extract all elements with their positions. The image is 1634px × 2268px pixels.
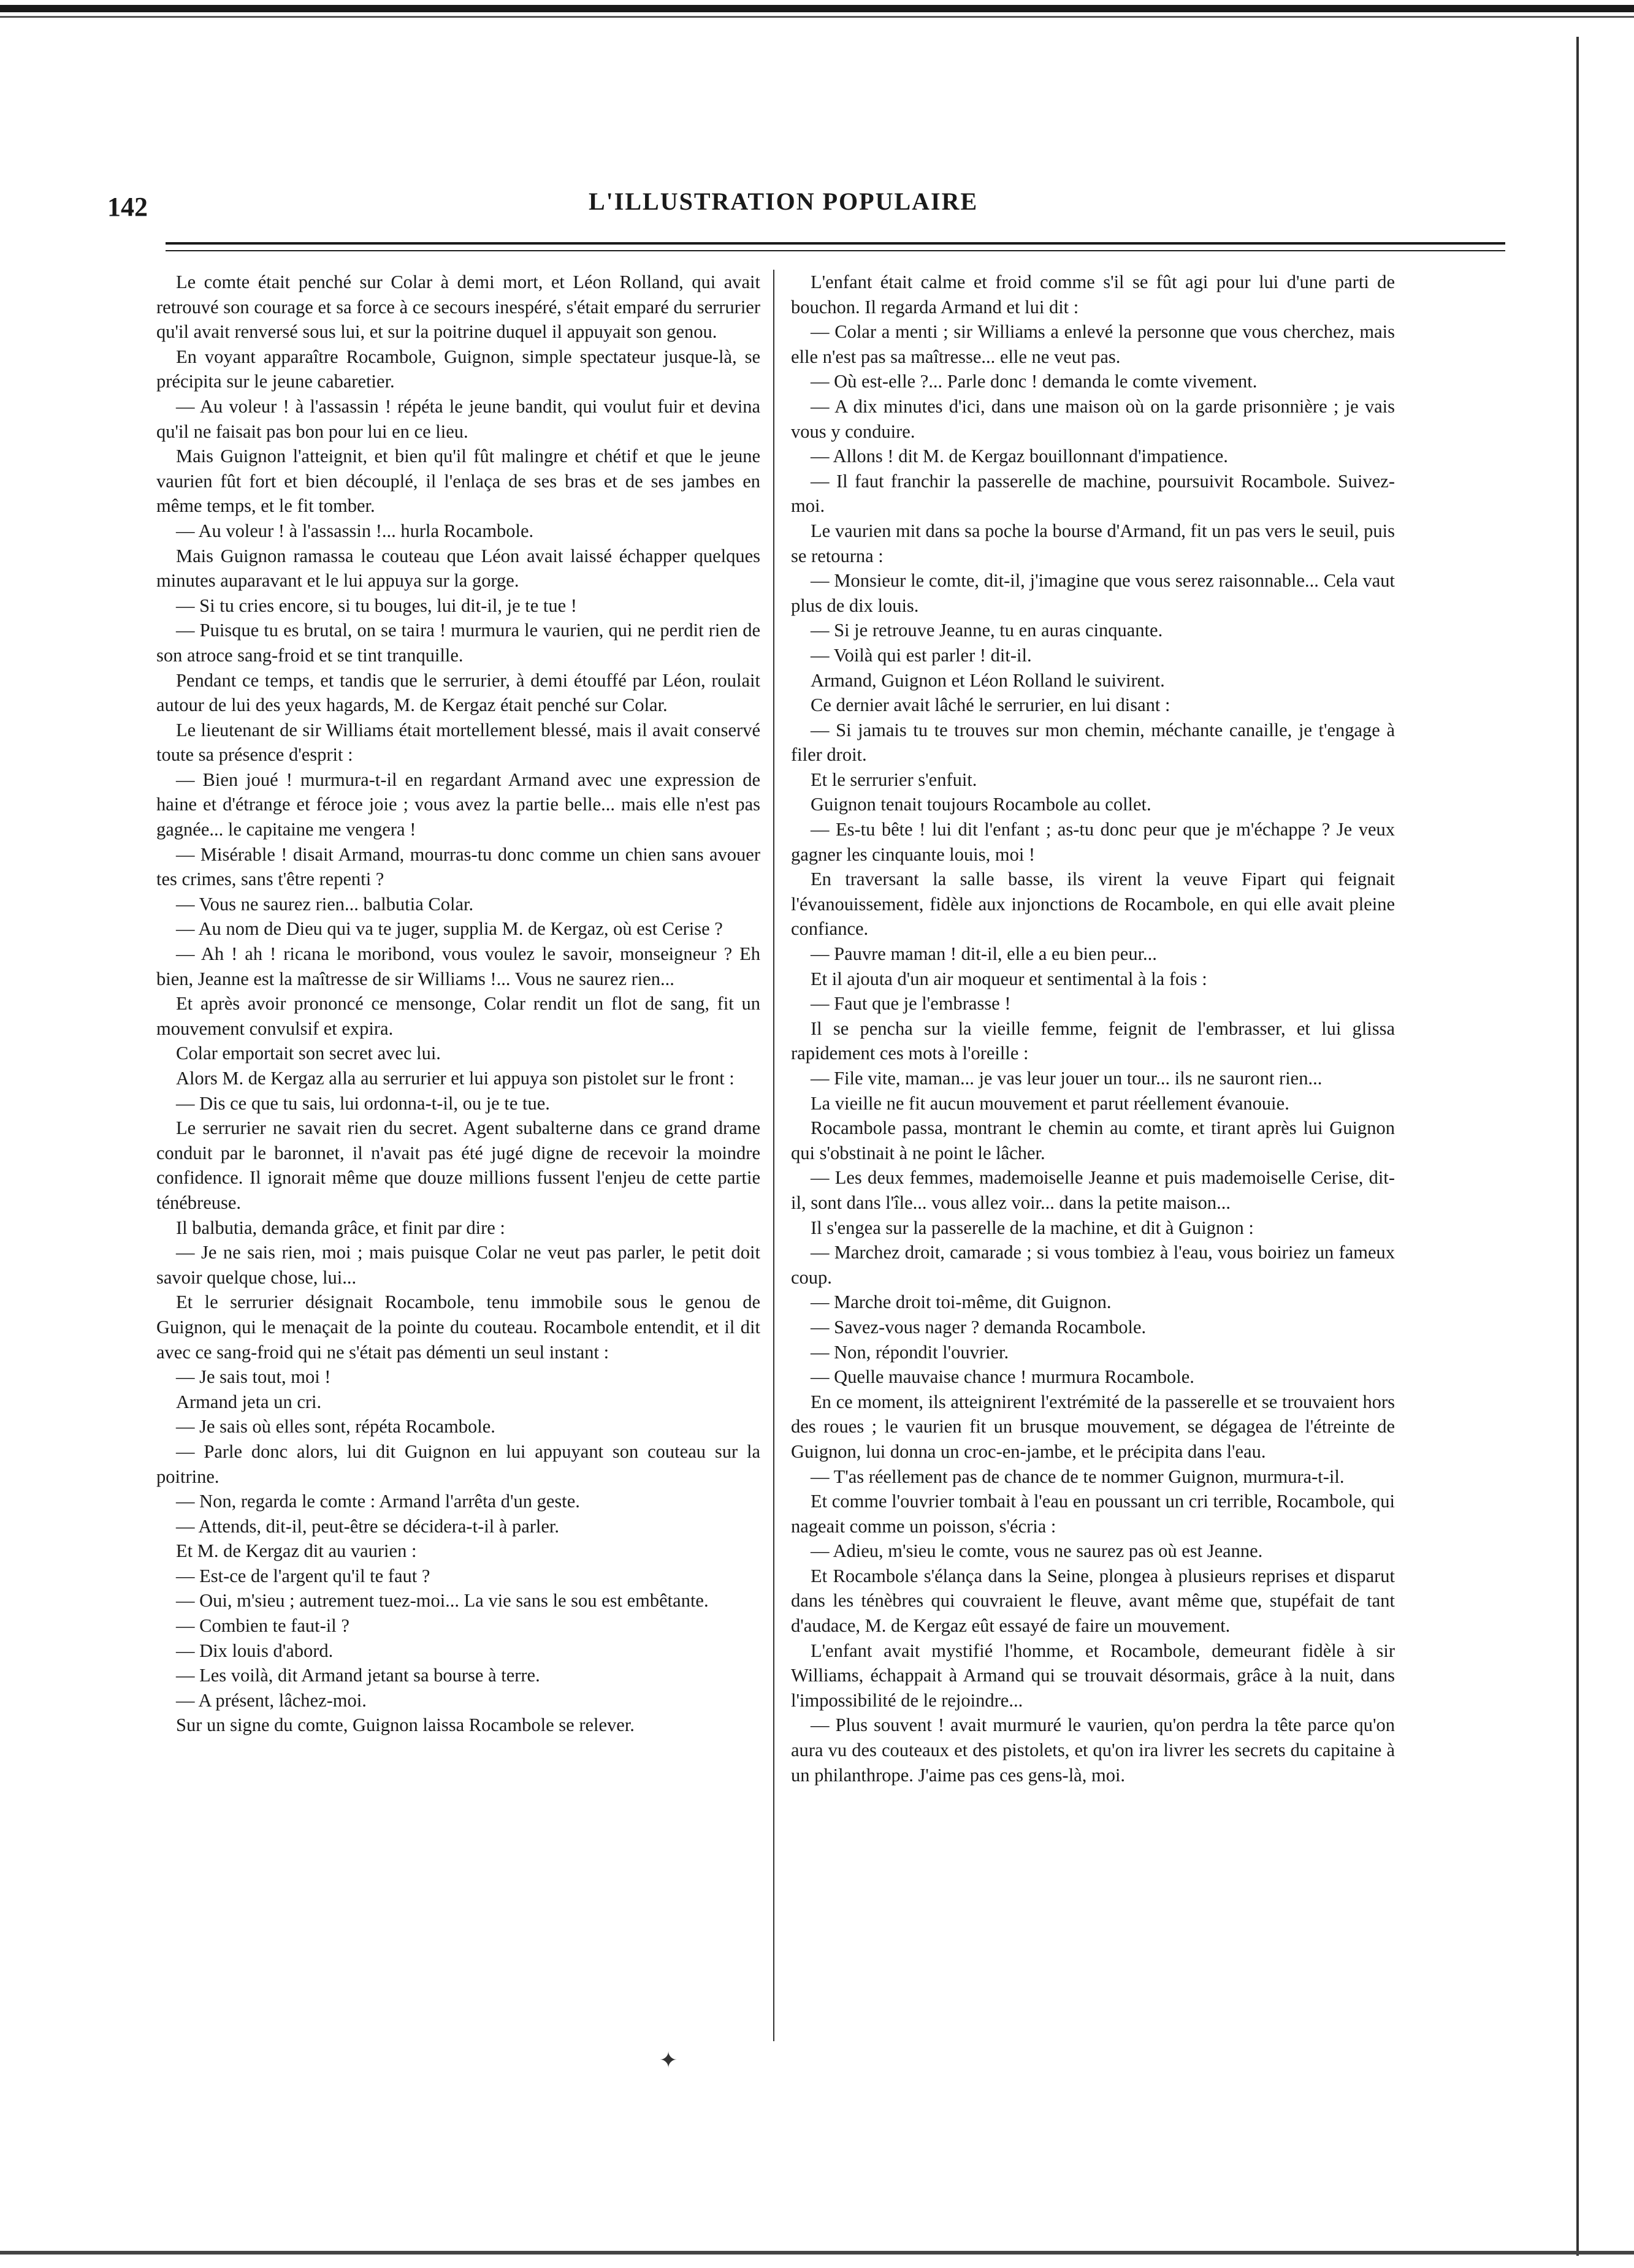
paragraph: Il balbutia, demanda grâce, et finit par dire : xyxy=(176,1217,505,1238)
paragraph: Et après avoir prononcé ce mensonge, Colar rendit un flot de sang, fit un mouvement convulsif et expira. xyxy=(156,993,760,1039)
paragraph: La vieille ne fit aucun mouvement et parut réellement évanouie. xyxy=(811,1092,1289,1114)
paragraph: Le lieutenant de sir Williams était mortellement blessé, mais il avait conservé toute sa présence d'esprit : xyxy=(156,719,760,766)
right-column xyxy=(791,270,1395,1787)
paragraph: — Je sais tout, moi ! xyxy=(176,1366,331,1388)
paragraph: Alors M. de Kergaz alla au serrurier et lui appuya son pistolet sur le front : xyxy=(176,1068,735,1089)
paragraph: — A dix minutes d'ici, dans une maison où on la garde prisonnière ; je vais vous y conduire. xyxy=(791,395,1395,442)
paragraph: Guignon tenait toujours Rocambole au collet. xyxy=(811,794,1151,815)
paragraph: — Je ne sais rien, moi ; mais puisque Colar ne veut pas parler, le petit doit savoir quelque chose, lui... xyxy=(156,1242,760,1288)
paragraph: — Si tu cries encore, si tu bouges, lui dit-il, je te tue ! xyxy=(176,595,577,616)
paragraph: Rocambole passa, montrant le chemin au comte, et tirant après lui Guignon qui s'obstinait à ne point le lâcher. xyxy=(791,1117,1395,1163)
paragraph: — Marchez droit, camarade ; si vous tombiez à l'eau, vous boiriez un fameux coup. xyxy=(791,1242,1395,1288)
paragraph: Il se pencha sur la vieille femme, feignit de l'embrasser, et lui glissa rapidement ces mots à l'oreille : xyxy=(791,1018,1395,1064)
top-border-rule xyxy=(0,5,1634,12)
paragraph: — Est-ce de l'argent qu'il te faut ? xyxy=(176,1565,430,1586)
paragraph: — Puisque tu es brutal, on se taira ! murmura le vaurien, qui ne perdit rien de son atroce sang-froid et se tint tranquille. xyxy=(156,620,760,666)
paragraph: Sur un signe du comte, Guignon laissa Rocambole se relever. xyxy=(176,1714,635,1736)
paragraph: — Oui, m'sieu ; autrement tuez-moi... La vie sans le sou est embêtante. xyxy=(176,1590,709,1612)
paragraph: Il s'engea sur la passerelle de la machine, et dit à Guignon : xyxy=(811,1217,1254,1238)
paragraph: En voyant apparaître Rocambole, Guignon, simple spectateur jusque-là, se précipita sur le jeune cabaretier. xyxy=(156,346,760,392)
paragraph: — Monsieur le comte, dit-il, j'imagine que vous serez raisonnable... Cela vaut plus de dix louis. xyxy=(791,570,1395,616)
paragraph: — Attends, dit-il, peut-être se décidera-t-il à parler. xyxy=(176,1515,560,1537)
paragraph: — Il faut franchir la passerelle de machine, poursuivit Rocambole. Suivez-moi. xyxy=(791,470,1395,517)
paragraph: Le vaurien mit dans sa poche la bourse d'Armand, fit un pas vers le seuil, puis se retourna : xyxy=(791,520,1395,566)
paragraph: — Marche droit toi-même, dit Guignon. xyxy=(811,1292,1112,1313)
paragraph: Armand, Guignon et Léon Rolland le suivirent. xyxy=(811,669,1165,691)
paragraph: — Vous ne saurez rien... balbutia Colar. xyxy=(176,893,474,915)
paragraph: Le serrurier ne savait rien du secret. Agent subalterne dans ce grand drame conduit par le baronnet, il n'avait pas été jugé digne de recevoir la moindre confidence. Il ignorait même que douze millions fussent l'enjeu de cette partie ténébreuse. xyxy=(156,1117,760,1213)
paragraph: — Au nom de Dieu qui va te juger, supplia M. de Kergaz, où est Cerise ? xyxy=(176,918,723,940)
paragraph: — Si jamais tu te trouves sur mon chemin, méchante canaille, je t'engage à filer droit. xyxy=(791,719,1395,766)
right-border-rule xyxy=(1576,37,1579,2256)
paragraph: — Les voilà, dit Armand jetant sa bourse à terre. xyxy=(176,1665,540,1686)
paragraph: Ce dernier avait lâché le serrurier, en lui disant : xyxy=(811,694,1170,716)
bottom-border-rule xyxy=(0,2251,1634,2255)
paragraph: — Plus souvent ! avait murmuré le vaurien, qu'on perdra la tête parce qu'on aura vu des couteaux et des pistolets, et qu'on ira livrer les secrets du capitaine à un philanthrope. J'aime pas ces gens-là, moi. xyxy=(791,1714,1395,1786)
paragraph: Mais Guignon ramassa le couteau que Léon avait laissé échapper quelques minutes auparavant et le lui appuya sur la gorge. xyxy=(156,545,760,592)
paragraph: En traversant la salle basse, ils virent la veuve Fipart qui feignait l'évanouissement, fidèle aux injonctions de Rocambole, en qui elle avait pleine confiance. xyxy=(791,869,1395,940)
paragraph: — Pauvre maman ! dit-il, elle a eu bien peur... xyxy=(811,943,1157,965)
left-column xyxy=(156,270,760,1738)
paragraph: Armand jeta un cri. xyxy=(176,1391,322,1412)
paragraph: — Je sais où elles sont, répéta Rocambole. xyxy=(176,1416,495,1437)
paragraph: — Combien te faut-il ? xyxy=(176,1615,349,1637)
paragraph: — Bien joué ! murmura-t-il en regardant Armand avec une expression de haine et d'étrange et féroce joie ; vous avez la partie belle... mais elle n'est pas gagnée... le capitaine me vengera ! xyxy=(156,769,760,840)
paragraph: Et le serrurier désignait Rocambole, tenu immobile sous le genou de Guignon, qui le menaçait de la pointe du couteau. Rocambole entendit, et il dit avec ce sang-froid qui ne s'était pas démenti un seul instant : xyxy=(156,1292,760,1363)
paragraph: — Faut que je l'embrasse ! xyxy=(811,993,1011,1014)
paragraph: L'enfant était calme et froid comme s'il se fût agi pour lui d'une parti de bouchon. Il regarda Armand et lui dit : xyxy=(791,272,1395,318)
paragraph: — T'as réellement pas de chance de te nommer Guignon, murmura-t-il. xyxy=(811,1466,1345,1487)
paragraph: Colar emportait son secret avec lui. xyxy=(176,1043,441,1064)
page-number: 142 xyxy=(107,192,148,222)
paragraph: Pendant ce temps, et tandis que le serrurier, à demi étouffé par Léon, roulait autour de lui des yeux hagards, M. de Kergaz était penché sur Colar. xyxy=(156,669,760,716)
paragraph: — Au voleur ! à l'assassin !... hurla Rocambole. xyxy=(176,520,534,541)
paragraph: — Allons ! dit M. de Kergaz bouillonnant d'impatience. xyxy=(811,446,1228,467)
paragraph: — Non, répondit l'ouvrier. xyxy=(811,1341,1009,1363)
ornament-star-icon: ✦ xyxy=(659,2048,678,2072)
paragraph: — Parle donc alors, lui dit Guignon en lui appuyant son couteau sur la poitrine. xyxy=(156,1440,760,1487)
paragraph: — Es-tu bête ! lui dit l'enfant ; as-tu donc peur que je m'échappe ? Je veux gagner les cinquante louis, moi ! xyxy=(791,819,1395,865)
paragraph: — Si je retrouve Jeanne, tu en auras cinquante. xyxy=(811,620,1163,641)
top-border-thin-rule xyxy=(0,16,1634,18)
header-rule xyxy=(166,242,1505,245)
paragraph: — Colar a menti ; sir Williams a enlevé la personne que vous cherchez, mais elle n'est pas sa maîtresse... elle ne veut pas. xyxy=(791,321,1395,367)
paragraph: Et Rocambole s'élança dans la Seine, plongea à plusieurs reprises et disparut dans les ténèbres qui couvraient le fleuve, avant même que, stupéfait de tant d'audace, M. de Kergaz eût essayé de faire un mouvement. xyxy=(791,1565,1395,1637)
header-rule-thin xyxy=(166,250,1505,251)
paragraph: — Voilà qui est parler ! dit-il. xyxy=(811,644,1032,666)
paragraph: — Les deux femmes, mademoiselle Jeanne et puis mademoiselle Cerise, dit-il, sont dans l'île... vous allez voir... dans la petite maison... xyxy=(791,1167,1395,1213)
running-title: L'ILLUSTRATION POPULAIRE xyxy=(589,188,979,215)
paragraph: L'enfant avait mystifié l'homme, et Rocambole, demeurant fidèle à sir Williams, échappait à Armand qui se trouvait désormais, grâce à la nuit, dans l'impossibilité de le rejoindre... xyxy=(791,1640,1395,1711)
paragraph: Le comte était penché sur Colar à demi mort, et Léon Rolland, qui avait retrouvé son courage et sa force à ce secours inespéré, s'était emparé du serrurier qu'il avait renversé sous lui, et sur la poitrine duquel il appuyait son genou. xyxy=(156,272,760,343)
column-divider xyxy=(773,270,774,2041)
paragraph: Mais Guignon l'atteignit, et bien qu'il fût malingre et chétif et que le jeune vaurien fût fort et bien découplé, il l'enlaça de ses bras et de ses jambes en même temps, et le fit tomber. xyxy=(156,446,760,517)
paragraph: Et comme l'ouvrier tombait à l'eau en poussant un cri terrible, Rocambole, qui nageait comme un poisson, s'écria : xyxy=(791,1491,1395,1537)
paragraph: Et le serrurier s'enfuit. xyxy=(811,769,977,790)
paragraph: — Dis ce que tu sais, lui ordonna-t-il, ou je te tue. xyxy=(176,1092,550,1114)
paragraph: — Adieu, m'sieu le comte, vous ne saurez pas où est Jeanne. xyxy=(811,1540,1263,1562)
paragraph: — A présent, lâchez-moi. xyxy=(176,1689,367,1711)
paragraph: — Misérable ! disait Armand, mourras-tu donc comme un chien sans avouer tes crimes, sans t'être repenti ? xyxy=(156,843,760,890)
paragraph: — Quelle mauvaise chance ! murmura Rocambole. xyxy=(811,1366,1194,1388)
paragraph: Et il ajouta d'un air moqueur et sentimental à la fois : xyxy=(811,968,1207,989)
paragraph: — Où est-elle ?... Parle donc ! demanda le comte vivement. xyxy=(811,371,1258,392)
paragraph: — Savez-vous nager ? demanda Rocambole. xyxy=(811,1316,1147,1338)
paragraph: En ce moment, ils atteignirent l'extrémité de la passerelle et se trouvaient hors des roues ; le vaurien fit un brusque mouvement, se dégagea de l'étreinte de Guignon, lui donna un croc-en-jambe, et le précipita dans l'eau. xyxy=(791,1391,1395,1462)
paragraph: — Ah ! ah ! ricana le moribond, vous voulez le savoir, monseigneur ? Eh bien, Jeanne est la maîtresse de sir Williams !... Vous ne saurez rien... xyxy=(156,943,760,989)
paragraph: — File vite, maman... je vas leur jouer un tour... ils ne sauront rien... xyxy=(811,1068,1323,1089)
paragraph: — Non, regarda le comte : Armand l'arrêta d'un geste. xyxy=(176,1491,580,1512)
paragraph: Et M. de Kergaz dit au vaurien : xyxy=(176,1540,417,1562)
paragraph: — Au voleur ! à l'assassin ! répéta le jeune bandit, qui voulut fuir et devina qu'il ne faisait pas bon pour lui en ce lieu. xyxy=(156,395,760,442)
paragraph: — Dix louis d'abord. xyxy=(176,1640,334,1661)
